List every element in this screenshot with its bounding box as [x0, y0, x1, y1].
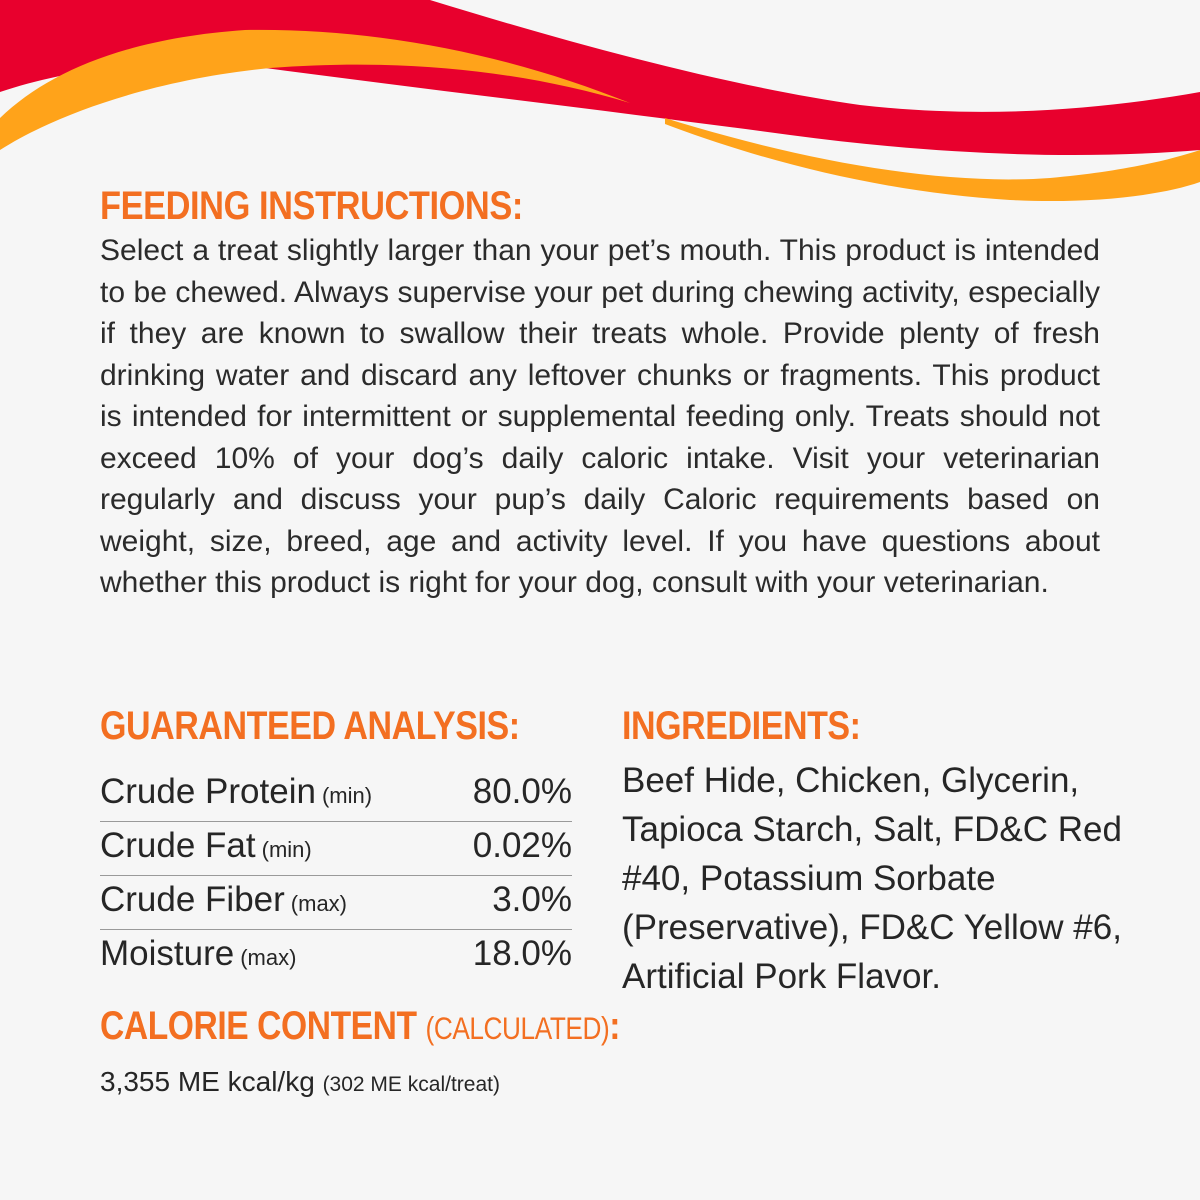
analysis-row-crude-fat: [100, 822, 572, 876]
analysis-qualifier: (max): [290, 891, 348, 916]
analysis-qualifier: (max): [240, 945, 297, 970]
calorie-heading-main: CALORIE CONTENT: [100, 1004, 417, 1048]
feeding-instructions-text: Select a treat slightly larger than your pet’s mouth. This product is intended to be chewed. Always supervise your pet during chewing activity, especially if they are known to swallow their treats whole. Provide plenty of fresh drinking water and discard any leftover chunks or fragments. This product is intended for intermittent or supplemental feeding only. Treats should not exceed 10% of your dog’s daily caloric intake. Visit your veterinarian regularly and discuss your pup’s daily Caloric requirements based on weight, size, breed, age and activity level. If you have questions about whether this product is right for your dog, consult with your veterinarian.: [100, 234, 1100, 599]
calorie-content-heading: [100, 1004, 620, 1049]
decorative-waves: [0, 0, 1200, 210]
analysis-name: Crude Fat: [100, 826, 256, 865]
calorie-value-detail: (302 ME kcal/treat): [322, 1073, 500, 1096]
calorie-content-value: [100, 1066, 500, 1098]
analysis-row-crude-fiber: [100, 876, 572, 930]
analysis-qualifier: (min): [321, 783, 373, 808]
analysis-name: Moisture: [100, 934, 235, 973]
analysis-qualifier: (min): [261, 837, 312, 862]
ingredients-heading: INGREDIENTS:: [622, 704, 861, 748]
analysis-value: 18.0%: [472, 934, 572, 973]
analysis-row-crude-protein: [100, 768, 572, 822]
analysis-name: Crude Fiber: [100, 880, 285, 919]
analysis-name: Crude Protein: [100, 772, 316, 811]
calorie-value-main: 3,355 ME kcal/kg: [100, 1066, 315, 1097]
guaranteed-analysis-heading: GUARANTEED ANALYSIS:: [100, 704, 520, 748]
calorie-heading-sub: (CALCULATED): [425, 1011, 610, 1046]
feeding-instructions-heading: FEEDING INSTRUCTIONS:: [100, 184, 523, 228]
analysis-row-moisture: [100, 930, 572, 984]
analysis-value: 80.0%: [472, 772, 572, 811]
analysis-value: 0.02%: [472, 826, 572, 865]
guaranteed-analysis-table: [100, 768, 572, 984]
analysis-value: 3.0%: [492, 880, 572, 919]
ingredients-text: Beef Hide, Chicken, Glycerin, Tapioca Starch, Salt, FD&C Red #40, Potassium Sorbate (Preservative), FD&C Yellow #6, Artificial Pork Flavor.: [622, 761, 1122, 996]
calorie-heading-colon: :: [609, 1004, 621, 1048]
